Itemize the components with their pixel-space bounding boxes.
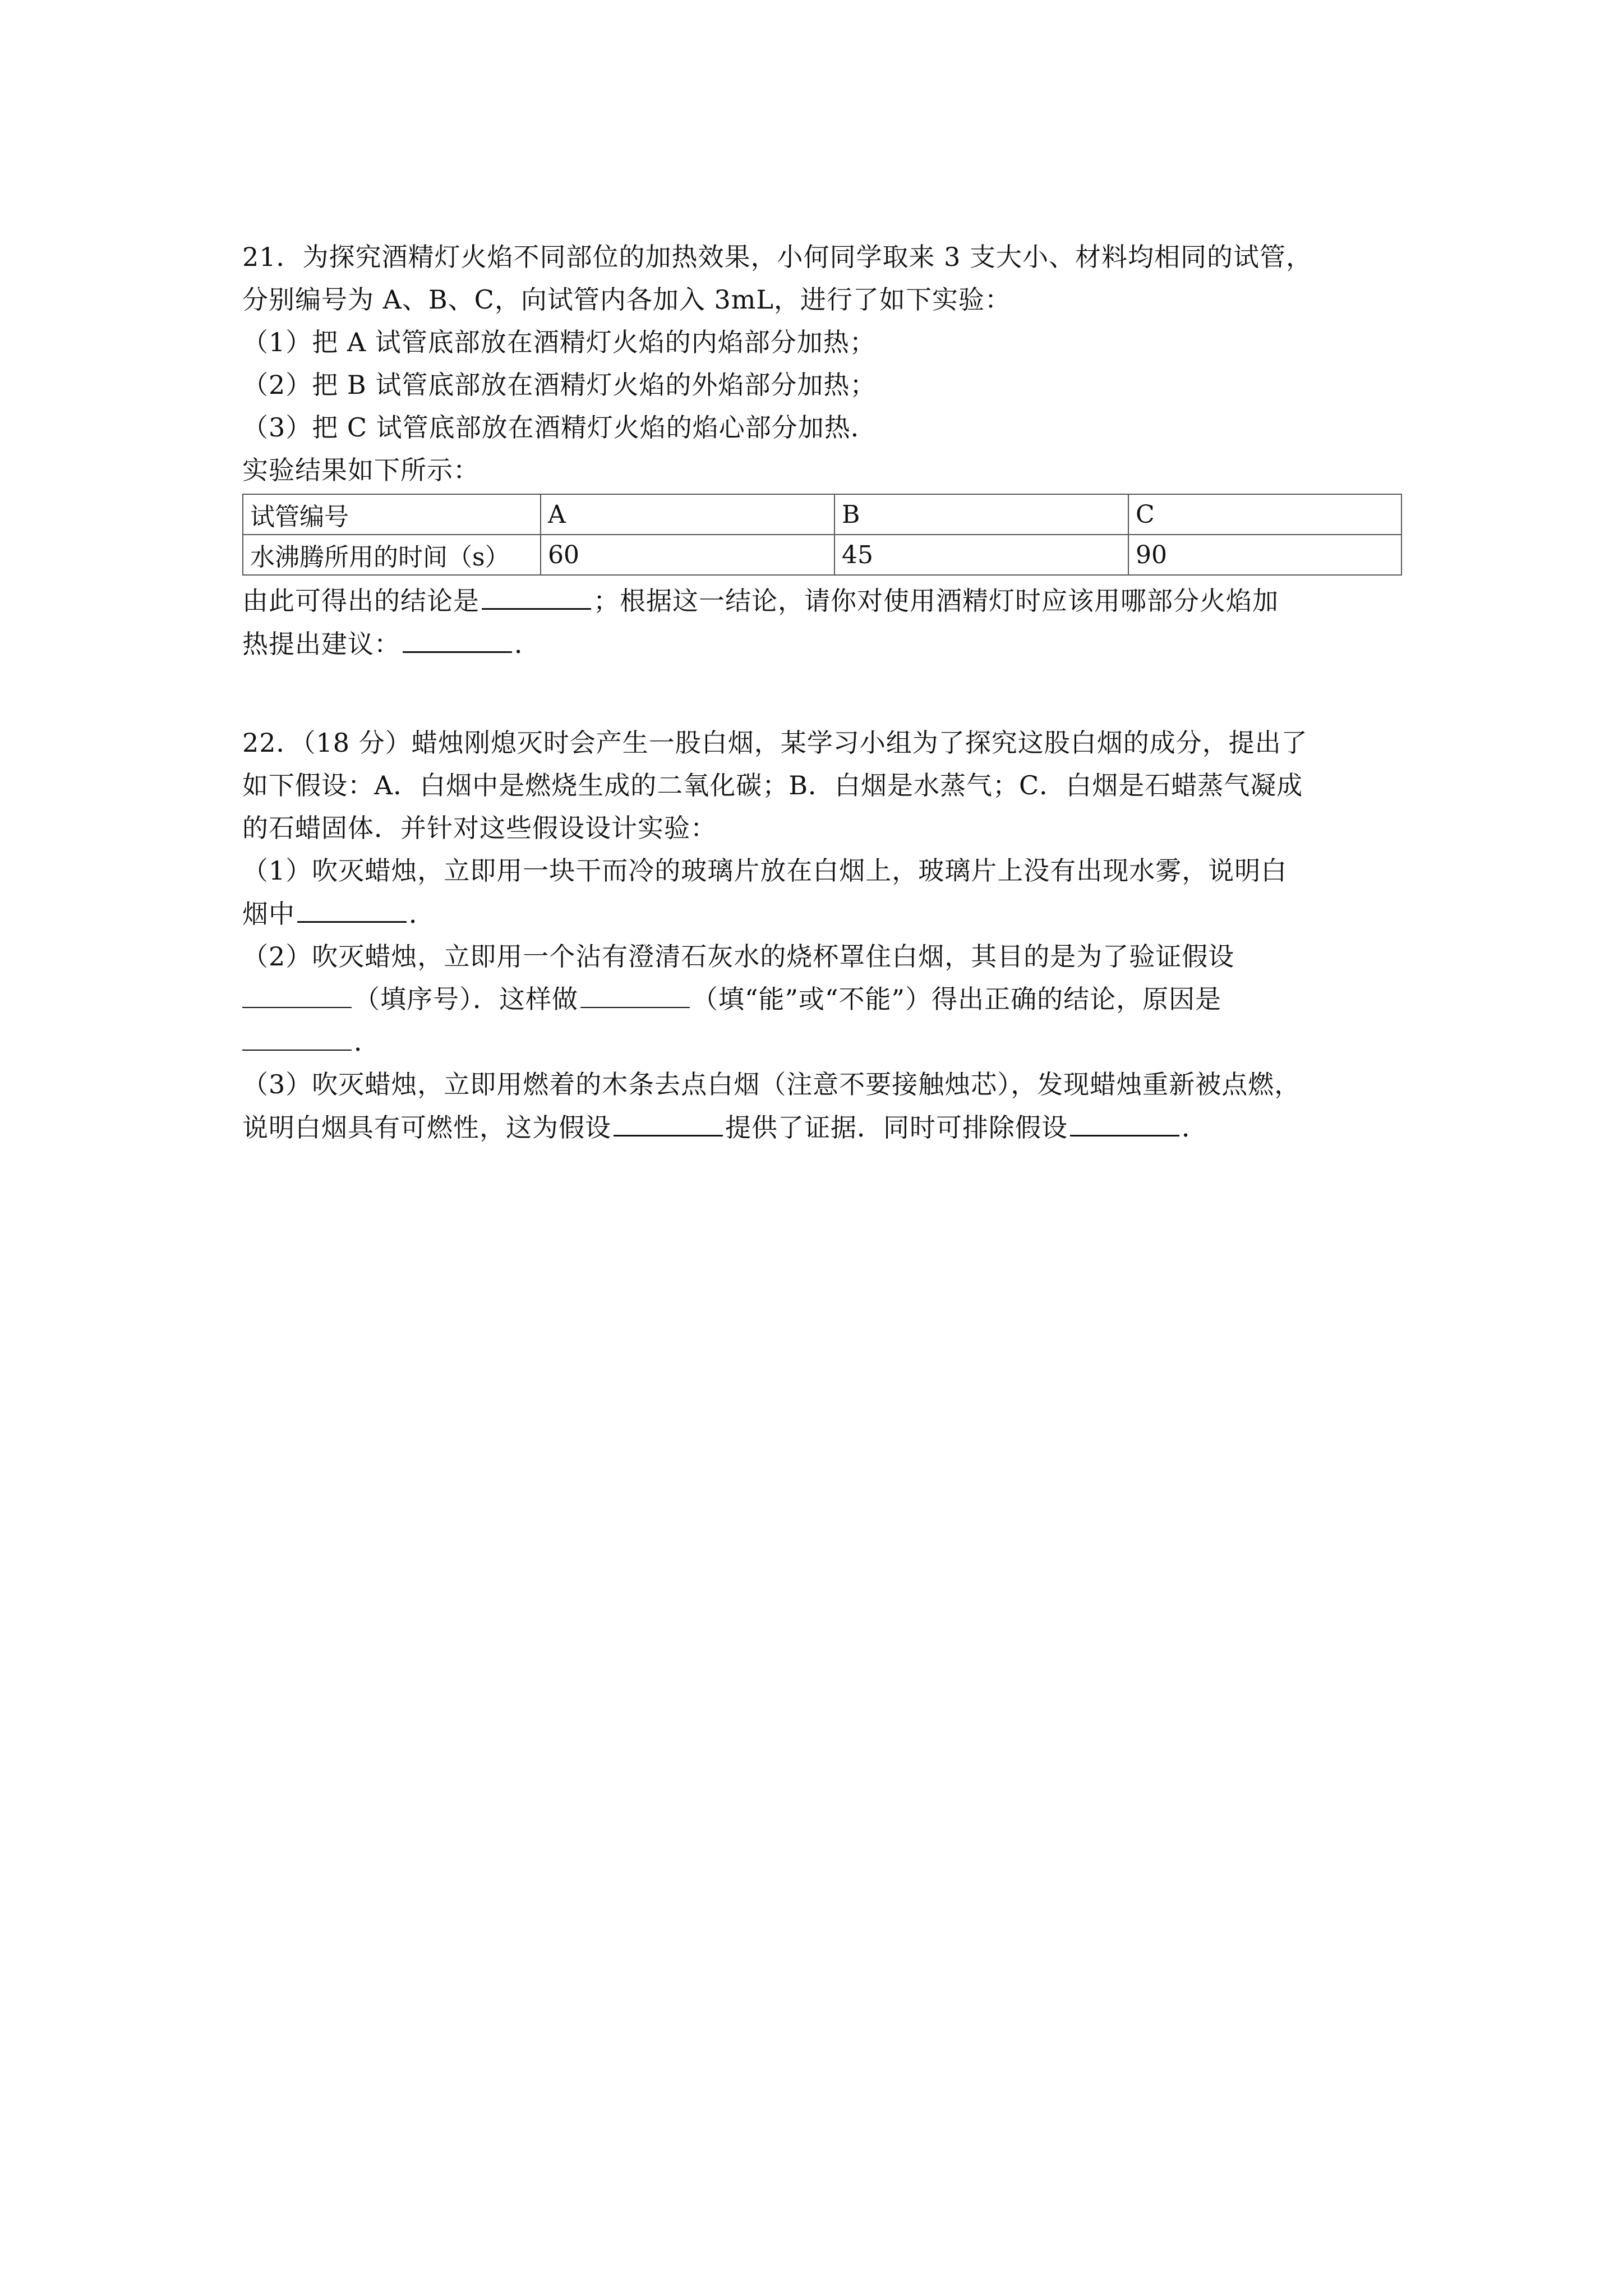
question-21: [242, 236, 1403, 665]
results-table: [242, 494, 1402, 576]
q21-step-2: （2）把 B 试管底部放在酒精灯火焰的外焰部分加热；: [242, 370, 877, 400]
answer-blank[interactable]: [1070, 1106, 1179, 1137]
table-cell: 60: [541, 535, 834, 575]
q21-stem-line-2: 分别编号为 A、B、C，向试管内各加入 3mL，进行了如下实验：: [242, 284, 1011, 315]
part-text: ．: [1182, 1112, 1208, 1143]
q22-stem-line-1: 22．（18 分）蜡烛刚熄灭时会产生一股白烟，某学习小组为了探究这股白烟的成分，提出了: [242, 728, 1308, 758]
q22-part-3-line-1: （3）吹灭蜡烛，立即用燃着的木条去点白烟（注意不要接触烛芯），发现蜡烛重新被点燃，: [242, 1069, 1301, 1099]
q21-conclusion-line-1: [242, 579, 1403, 622]
question-spacer: [242, 665, 1403, 721]
q22-part-3-line-2: [242, 1106, 1403, 1149]
table-cell: 45: [834, 535, 1128, 575]
answer-blank[interactable]: [482, 579, 591, 610]
table-cell: A: [541, 494, 834, 535]
part-text: ．: [354, 1027, 380, 1057]
table-row: [243, 494, 1401, 535]
q22-part-1-line-2: [242, 892, 1403, 935]
conclusion-text: ．: [514, 629, 541, 659]
q21-step-1: （1）把 A 试管底部放在酒精灯火焰的内焰部分加热；: [242, 327, 876, 357]
table-cell: B: [834, 494, 1128, 535]
q22-part-2-line-1: （2）吹灭蜡烛，立即用一个沾有澄清石灰水的烧杯罩住白烟，其目的是为了验证假设: [242, 941, 1235, 972]
table-cell: 试管编号: [243, 494, 541, 535]
q22-stem-line-3: 的石蜡固体．并针对这些假设设计实验：: [242, 813, 717, 843]
answer-blank[interactable]: [242, 1020, 352, 1051]
page-content: [242, 236, 1403, 1149]
answer-blank[interactable]: [242, 978, 352, 1008]
table-cell: 水沸腾所用的时间（s）: [243, 535, 541, 575]
q22-part-2-line-3: [242, 1020, 1403, 1063]
q21-conclusion-line-2: [242, 622, 1403, 665]
table-cell: C: [1128, 494, 1401, 535]
answer-blank[interactable]: [297, 892, 407, 923]
q22-part-1-line-1: （1）吹灭蜡烛，立即用一块干而冷的玻璃片放在白烟上，玻璃片上没有出现水雾，说明白: [242, 855, 1288, 886]
part-text: 提供了证据．同时可排除假设: [725, 1112, 1068, 1143]
q21-step-3: （3）把 C 试管底部放在酒精灯火焰的焰心部分加热．: [242, 412, 877, 443]
q22-part-2-line-2: [242, 978, 1403, 1020]
conclusion-text: 由此可得出的结论是: [242, 586, 479, 616]
answer-blank[interactable]: [614, 1106, 723, 1137]
answer-blank[interactable]: [403, 622, 512, 653]
part-text: 烟中: [242, 899, 295, 929]
table-cell: 90: [1128, 535, 1401, 575]
answer-blank[interactable]: [580, 978, 690, 1008]
part-text: 说明白烟具有可燃性，这为假设: [242, 1112, 611, 1143]
table-row: [243, 535, 1401, 575]
conclusion-text: 热提出建议：: [242, 629, 400, 659]
part-text: （填“能”或“不能”）得出正确的结论，原因是: [692, 984, 1222, 1014]
q22-stem-line-2: 如下假设：A．白烟中是燃烧生成的二氧化碳；B．白烟是水蒸气；C．白烟是石蜡蒸气凝成: [242, 770, 1303, 800]
part-text: ．: [409, 899, 435, 929]
q21-result-intro: 实验结果如下所示：: [242, 455, 479, 485]
question-22: [242, 721, 1403, 1149]
q21-stem-line-1: 21．为探究酒精灯火焰不同部位的加热效果，小何同学取来 3 支大小、材料均相同的试管，: [242, 242, 1313, 272]
part-text: （填序号）．这样做: [354, 984, 578, 1014]
conclusion-text: ；根据这一结论，请你对使用酒精灯时应该用哪部分火焰加: [593, 586, 1279, 616]
